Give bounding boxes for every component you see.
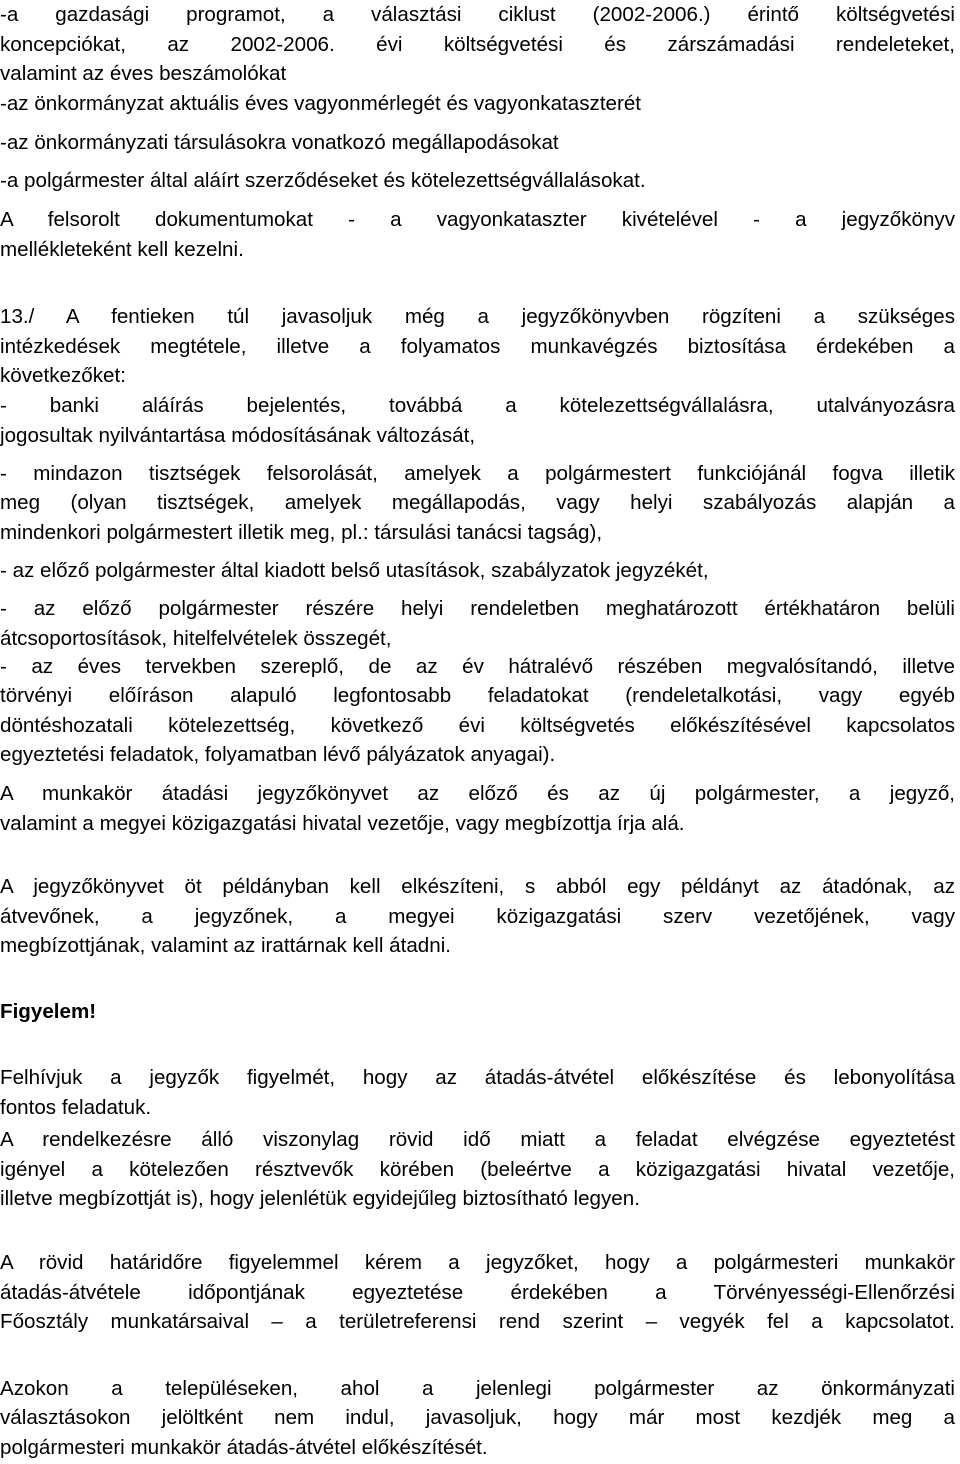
text-line: valamint az éves beszámolókat [0,62,287,85]
text-line: igényel a kötelezően résztvevők körében (beleértve a közigazgatási hivatal vezetője, [0,1158,955,1181]
text-line: intézkedések megtétele, illetve a folyamatos munkavégzés biztosítása érdekében a [0,335,955,358]
text-line: A rendelkezésre álló viszonylag rövid idő miatt a feladat elvégzése egyeztetést [0,1128,955,1151]
text-line: 13./ A fentieken túl javasoljuk még a jegyzőkönyvben rögzíteni a szükséges [0,305,955,328]
text-line: - az éves tervekben szereplő, de az év hátralévő részében megvalósítandó, illetve [0,655,955,678]
text-line: - az előző polgármester által kiadott belső utasítások, szabályzatok jegyzékét, [0,559,709,582]
text-line: jogosultak nyilvántartása módosításának változását, [0,424,476,447]
text-line: átcsoportosítások, hitelfelvételek összegét, [0,627,392,650]
text-line: választásokon jelöltként nem indul, javasoljuk, hogy már most kezdjék meg a [0,1406,955,1429]
text-line: törvényi előíráson alapuló legfontosabb feladatokat (rendeletalkotási, vagy egyéb [0,684,955,707]
text-line: A munkakör átadási jegyzőkönyvet az előző és az új polgármester, a jegyző, [0,782,955,805]
text-line: A felsorolt dokumentumokat - a vagyonkataszter kivételével - a jegyzőkönyv [0,208,955,231]
text-line: fontos feladatuk. [0,1096,152,1119]
text-line: A jegyzőkönyvet öt példányban kell elkészíteni, s abból egy példányt az átadónak, az [0,875,955,898]
text-line: -az önkormányzat aktuális éves vagyonmérlegét és vagyonkataszterét [0,92,642,115]
warning-heading: Figyelem! [0,1000,97,1023]
text-line: polgármesteri munkakör átadás-átvétel előkészítését. [0,1436,488,1459]
text-line: megbízottjának, valamint az irattárnak kell átadni. [0,934,452,957]
text-line: -az önkormányzati társulásokra vonatkozó megállapodásokat [0,131,559,154]
text-line: mindenkori polgármestert illetik meg, pl.: társulási tanácsi tagság), [0,521,603,544]
text-line: egyeztetési feladatok, folyamatban lévő pályázatok anyagai). [0,743,556,766]
text-line: átadás-átvétele időpontjának egyeztetése érdekében a Törvényességi-Ellenőrzési [0,1281,955,1304]
text-line: - banki aláírás bejelentés, továbbá a kötelezettségvállalásra, utalványozásra [0,394,955,417]
text-line: A rövid határidőre figyelemmel kérem a jegyzőket, hogy a polgármesteri munkakör [0,1251,955,1274]
text-line: valamint a megyei közigazgatási hivatal vezetője, vagy megbízottja írja alá. [0,812,685,835]
text-line: Azokon a településeken, ahol a jelenlegi polgármester az önkormányzati [0,1377,955,1400]
text-line: Főosztály munkatársaival – a területreferensi rend szerint – vegyék fel a kapcsolatot. [0,1310,955,1333]
text-line: döntéshozatali kötelezettség, következő évi költségvetés előkészítésével kapcsolatos [0,714,955,737]
text-line: Felhívjuk a jegyzők figyelmét, hogy az átadás-átvétel előkészítése és lebonyolítása [0,1066,955,1089]
text-line: átvevőnek, a jegyzőnek, a megyei közigazgatási szerv vezetőjének, vagy [0,905,955,928]
text-line: - mindazon tisztségek felsorolását, amelyek a polgármestert funkciójánál fogva illetik [0,462,955,485]
text-line: mellékleteként kell kezelni. [0,238,244,261]
text-line: következőket: [0,364,126,387]
text-line: koncepciókat, az 2002-2006. évi költségvetési és zárszámadási rendeleteket, [0,33,955,56]
text-line: meg (olyan tisztségek, amelyek megállapodás, vagy helyi szabályozás alapján a [0,491,955,514]
text-line: -a gazdasági programot, a választási ciklust (2002-2006.) érintő költségvetési [0,3,955,26]
text-line: illetve megbízottját is), hogy jelenlétük egyidejűleg biztosítható legyen. [0,1187,640,1210]
text-line: - az előző polgármester részére helyi rendeletben meghatározott értékhatáron belüli [0,597,955,620]
text-line: -a polgármester által aláírt szerződéseket és kötelezettségvállalásokat. [0,169,646,192]
